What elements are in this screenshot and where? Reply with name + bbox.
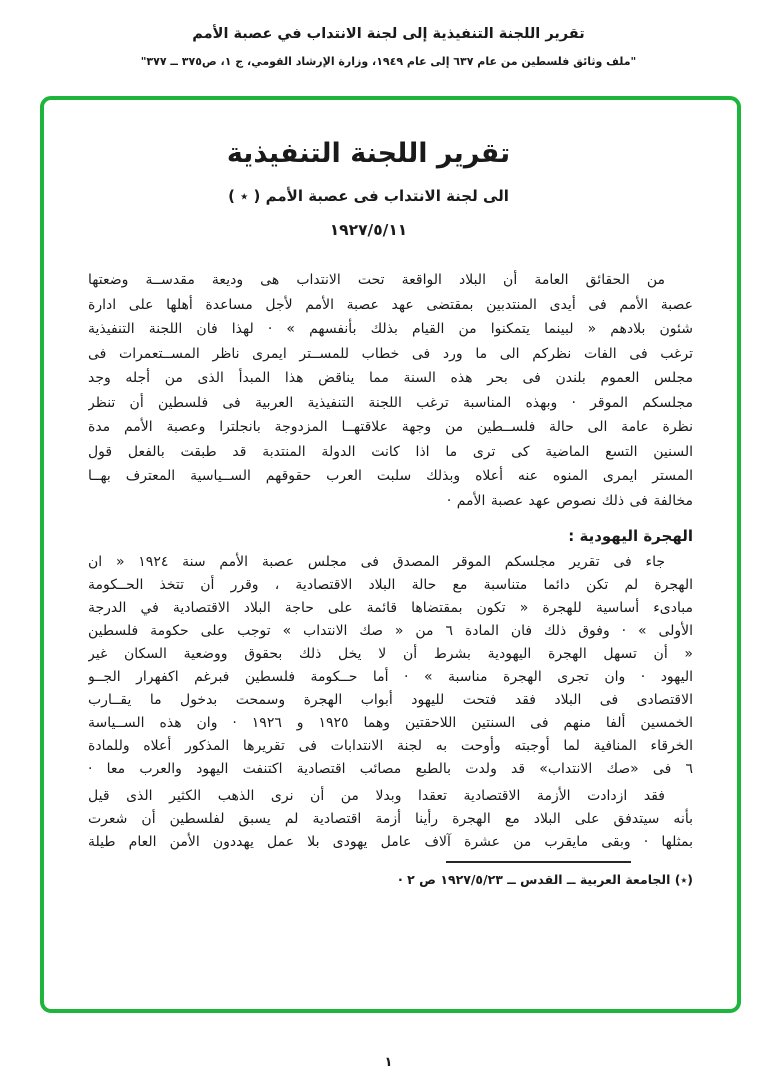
paragraph-line: شئون بلادهم « لبينما يتمكنوا من القيام بذلك بأنفسهم » · لهذا فان اللجنة التنفيذية [88, 321, 693, 337]
paragraph-3 [88, 785, 693, 854]
paragraph-line: الهجرة لم تكن دائما متناسبة مع حالة البلاد الاقتصادية ، وقرر أن تتخذ الحــكومة [88, 577, 693, 593]
paragraph-line: فقد ازدادت الأزمة الاقتصادية تعقدا وبدلا من أن نرى الذهب الكثير الذى قيل [88, 788, 665, 804]
document-head [66, 136, 671, 242]
document-title: تقرير اللجنة التنفيذية [226, 138, 511, 169]
paragraph-line: مبادىء أساسية للهجرة « تكون بمقتضاها قائمة على حاجة البلاد الاقتصادية في الدرجة [88, 600, 693, 616]
paragraph-line: اليهود · وان تجرى الهجرة مناسبة » · أما حــكومة فلسطين فبرغم اكفهرار الجــو [88, 669, 693, 685]
paragraph-line: الخرقاء المنافية لما أوجبته وأوحت به لجنة الانتدابات فى تقريرها المذكور أعلاه وللمادة [88, 738, 693, 754]
page-number: ١ [384, 1055, 393, 1070]
paragraph-line: من الحقائق العامة أن البلاد الواقعة تحت الانتداب هى وديعة مقدســة وضعتها [88, 272, 665, 288]
paragraph-line: مجلس العموم بلندن فى بحر هذه السنة مما يناقض هذا المبدأ الذى من أجله وجد [88, 370, 693, 386]
paragraph-1 [88, 268, 693, 513]
paragraph-line: السنين التسع الماضية كى ترى ما اذا كانت الدولة المنتدبة قد طبقت بالفعل قول [88, 443, 693, 460]
document-frame [40, 96, 741, 1013]
footnote-separator [446, 861, 631, 863]
paragraph-line: ٦ فى «صك الانتداب» قد ولدت بالطبع مصائب اقتصادية اكتنفت اليهود والعرب معا · [88, 761, 693, 777]
paragraph-line: الاقتصادى فى البلاد فقد فتحت لليهود أبواب الهجرة وسمحت بدخول ما يقــارب [88, 692, 693, 708]
page-header [0, 26, 777, 68]
paragraph-line: « أن تسهل الهجرة اليهودية بشرط أن لا يخل ذلك بحقوق ووضعية السكان غير [88, 646, 693, 662]
paragraph-line: المستر ايمرى المنوه عنه أعلاه وبذلك سلبت العرب حقوقهم الســياسية المعترف بهــا [88, 468, 693, 484]
footnote: (٭) الجامعة العربية ــ القدس ــ ١٩٢٧/٥/٢٣ ص ٢ · [398, 872, 693, 887]
document-date: ١٩٢٧/٥/١١ [329, 221, 408, 239]
paragraph-line: مجلسكم الموقر · وبهذه المناسبة ترغب اللجنة التنفيذية العربية فى فلسطين أن تنظر [88, 394, 693, 411]
header-source-citation: "ملف وثائق فلسطين من عام ٦٣٧ إلى عام ١٩٤٩، وزارة الإرشاد القومي، ج ١، ص٣٧٥ ــ ٣٧٧" [140, 55, 637, 68]
paragraph-2 [88, 551, 693, 781]
paragraph-line: بمثلها · وبقى مايقرب من عشرة آلاف عامل يهودى بلا عمل يهددون الأمن العام طيلة [88, 834, 693, 850]
document-subtitle: الى لجنة الانتداب فى عصبة الأمم ( ٭ ) [228, 187, 509, 205]
paragraph-line: ترغب فى الفات نظركم الى ما ورد فى خطاب للمســتر ايمرى ناظر المســتعمرات فى [88, 345, 693, 362]
paragraph-line: الأولى » · وفوق ذلك فان المادة ٦ من « صك الانتداب » توجب على حكومة فلسطين [88, 623, 693, 639]
paragraph-line: بأنه سيتدفق على البلاد مع الهجرة رأينا أزمة اقتصادية لم يسبق لفلسطين أن شعرت [88, 811, 693, 827]
paragraph-line: عصبة الأمم فى أيدى المنتدبين بمقتضى عهد عصبة الأمم لأجل مساعدة أهلها على ادارة [88, 296, 693, 313]
paragraph-line: جاء فى تقرير مجلسكم الموقر المصدق فى مجلس عصبة الأمم سنة ١٩٢٤ « ان [88, 554, 665, 570]
paragraph-line: مخالفة فى ذلك نصوص عهد عصبة الأمم · [446, 492, 693, 509]
paragraph-line: الخمسين ألفا منهم فى السنتين اللاحقتين وهما ١٩٢٥ و ١٩٢٦ · وان هذه الســياسة [88, 715, 693, 731]
header-title: تقرير اللجنة التنفيذية إلى لجنة الانتداب في عصبة الأمم [192, 26, 585, 42]
paragraph-line: نظرة عامة الى حالة فلســطين من وجهة علاقتهــا المزدوجة بانجلترا وعصبة الأمم مدة [88, 419, 693, 435]
section-heading-jewish-immigration: الهجرة اليهودية : [568, 527, 693, 545]
